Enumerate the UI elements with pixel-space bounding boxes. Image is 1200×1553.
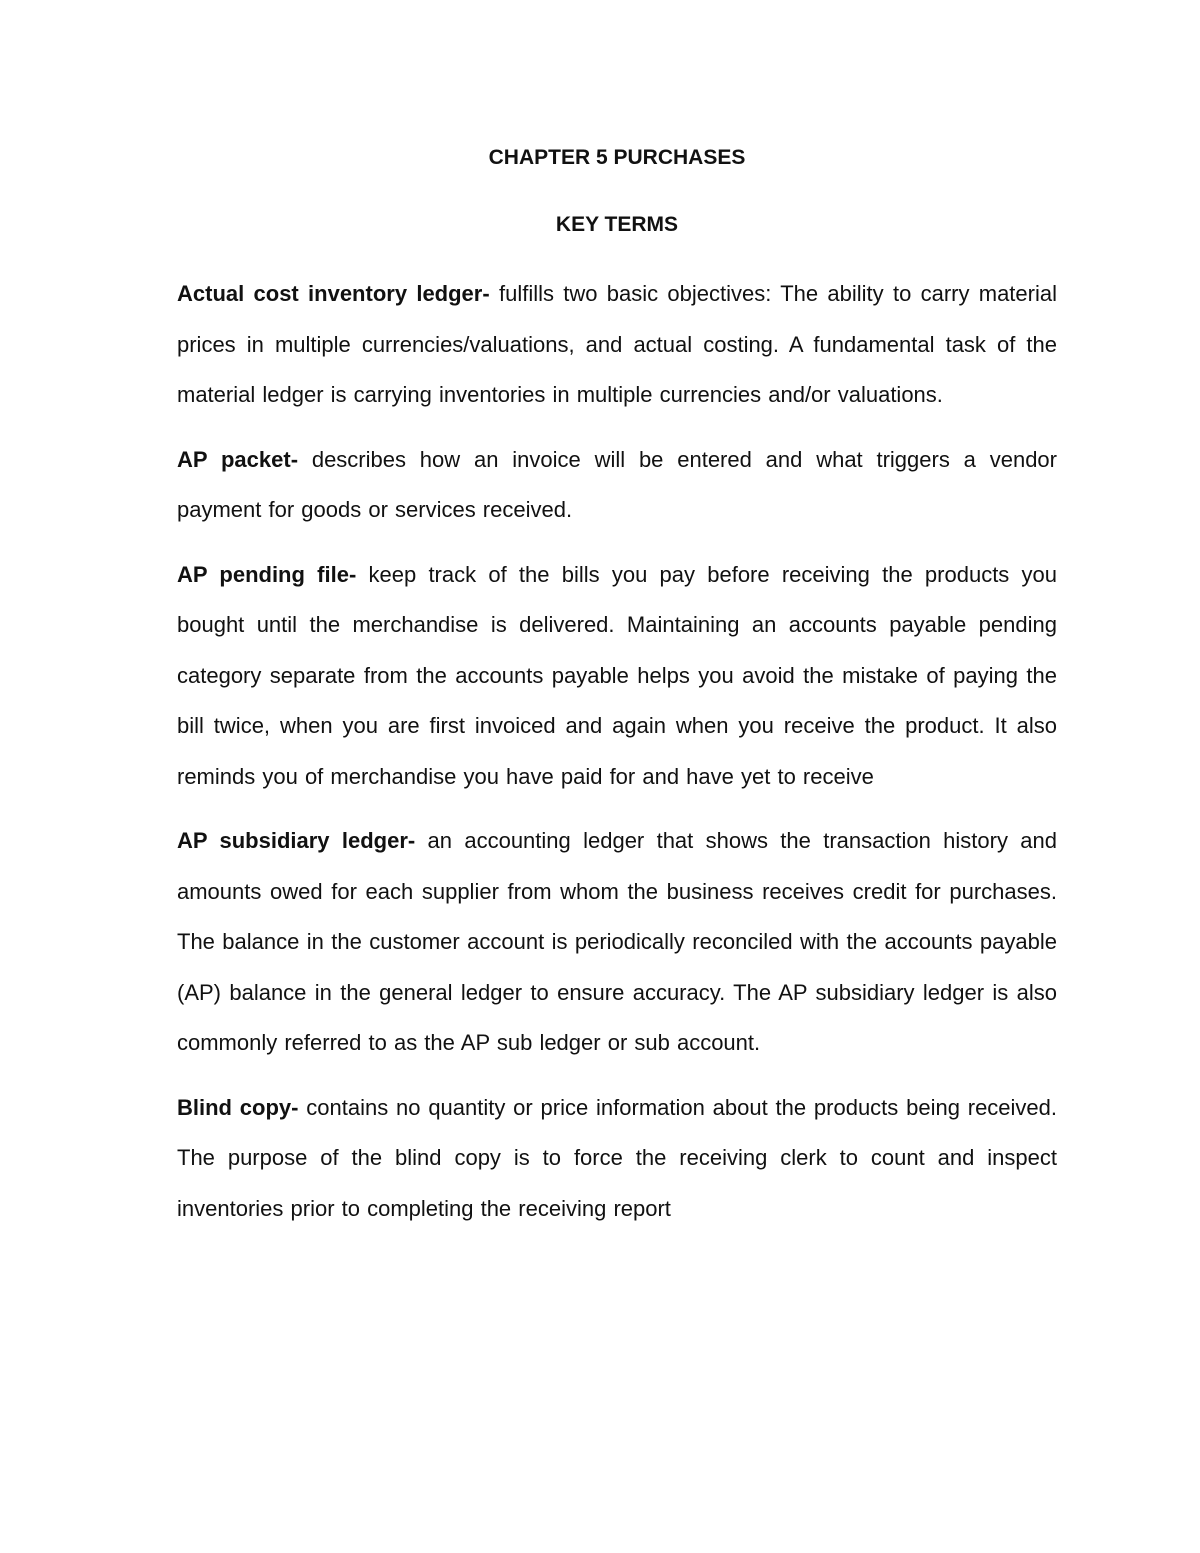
term-definition: an accounting ledger that shows the transaction history and amounts owed for each supplier from whom the business receives credit for purchases. The balance in the customer account is periodically reconciled with the accounts payable (AP) balance in the general ledger to ensure accuracy. The AP subsidiary ledger is also commonly referred to as the AP sub ledger or sub account. [177,828,1057,1055]
term-entry-ap-subsidiary-ledger [177,816,1057,1069]
term-entry-blind-copy [177,1083,1057,1235]
term-entry-ap-packet [177,435,1057,536]
term-name: Blind copy- [177,1094,299,1120]
term-definition: contains no quantity or price information about the products being received. The purpose of the blind copy is to force the receiving clerk to count and inspect inventories prior to completing the receiving report [177,1094,1058,1221]
section-title: KEY TERMS [555,213,679,236]
term-definition: fulfills two basic objectives: The ability to carry material prices in multiple currencies/valuations, and actual costing. A fundamental task of the material ledger is carrying inventories in multiple currencies and/or valuations. [177,281,1057,407]
term-definition: describes how an invoice will be entered and what triggers a vendor payment for goods or services received. [177,446,1057,522]
chapter-title: CHAPTER 5 PURCHASES [488,146,746,169]
term-entry-actual-cost-inventory-ledger [177,269,1057,421]
term-name: Actual cost inventory ledger- [177,281,490,306]
term-entry-ap-pending-file [177,550,1057,803]
term-name: AP subsidiary ledger- [177,828,416,853]
term-definition: keep track of the bills you pay before receiving the products you bought until the merchandise is delivered. Maintaining an accounts payable pending category separate from the accounts payable helps you avoid the mistake of paying the bill twice, when you are first invoiced and again when you receive the product. It also reminds you of merchandise you have paid for and have yet to receive [177,561,1058,789]
term-name: AP packet- [177,446,299,472]
term-name: AP pending file- [177,561,357,587]
document-body [177,138,1057,1248]
